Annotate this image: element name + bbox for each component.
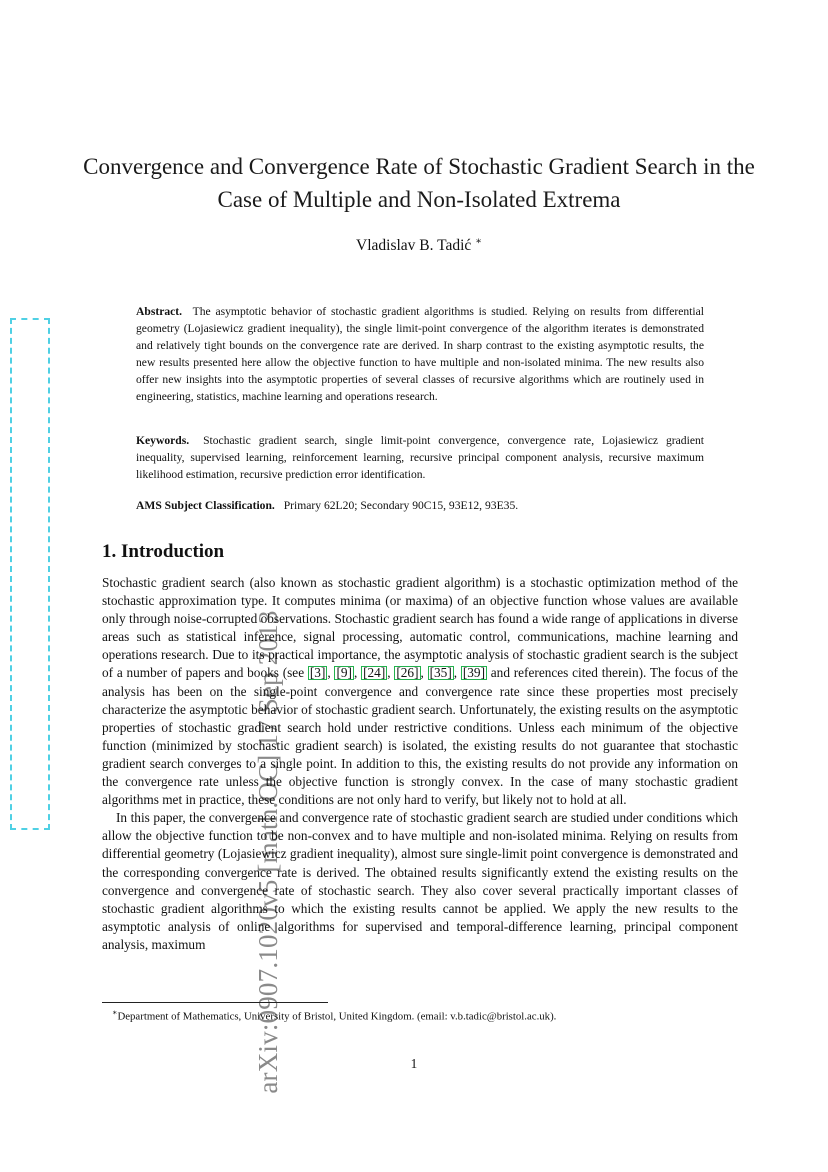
author-line bbox=[70, 232, 768, 256]
ams-classification bbox=[136, 497, 704, 514]
author-name: Vladislav B. Tadić bbox=[356, 237, 472, 255]
abstract bbox=[136, 303, 704, 405]
section-title: Introduction bbox=[121, 541, 225, 562]
footnote bbox=[112, 1006, 556, 1024]
citation-link[interactable]: [9] bbox=[336, 665, 352, 681]
section-number: 1. bbox=[102, 541, 117, 562]
page-number: 1 bbox=[410, 1056, 418, 1071]
footnote-rule bbox=[102, 1002, 328, 1003]
ams-text: Primary 62L20; Secondary 90C15, 93E12, 93E35. bbox=[283, 499, 519, 512]
author-footnote-mark: ∗ bbox=[475, 236, 482, 247]
footnote-mark: ∗ bbox=[112, 1008, 118, 1017]
ams-label: AMS Subject Classification. bbox=[136, 499, 275, 512]
footnote-text: Department of Mathematics, University of Bristol, United Kingdom. (email: v.b.tadic@bristol.ac.uk). bbox=[117, 1010, 557, 1023]
keywords-text: Stochastic gradient search, single limit-point convergence, convergence rate, Lojasiewicz gradient inequality, supervised learning, reinforcement learning, recursive principal component analysis, recursive maximum likelihood estimation, recursive prediction error identification. bbox=[136, 434, 704, 481]
arxiv-identifier: arXiv:0907.1020v5 [math.OC] 17 Sep 2013 bbox=[253, 610, 283, 1094]
abstract-label: Abstract. bbox=[136, 305, 183, 318]
citation-link[interactable]: [39] bbox=[462, 665, 485, 681]
intro-paragraph-2: In this paper, the convergence and convergence rate of stochastic gradient search are studied under conditions which allow the objective function to be non-convex and to have multiple and non-isolated minima. Relying on results from differential geometry (Lojasiewicz gradient inequality), almost sure single-limit point convergence is demonstrated and the corresponding convergence rate is derived. The obtained results significantly extend the existing results on the convergence and convergence rate of stochastic search. They also cover several practically important classes of stochastic gradient algorithms to which the existing results cannot be applied. We apply the new results to the asymptotic analysis of online algorithms for supervised and temporal-difference learning, principal component analysis, maximum bbox=[102, 810, 738, 952]
keywords-label: Keywords. bbox=[136, 434, 190, 447]
keywords bbox=[136, 432, 704, 483]
citation-link[interactable]: [3] bbox=[309, 665, 326, 681]
citation-link[interactable]: [35] bbox=[429, 665, 452, 681]
introduction-body bbox=[102, 574, 738, 954]
intro-paragraph-1: Stochastic gradient search (also known as stochastic gradient algorithm) is a stochastic optimization method of the stochastic approximation type. It computes minima (or maxima) of an objective function whose values are available only through noise-corrupted observations. Stochastic gradient search has found a wide range of applications in diverse areas such as statistical inference, signal processing, automatic control, communications, machine learning and operations research. Due to its practical importance, the asymptotic analysis of stochastic gradient search is the subject of a number of papers and books (see [3] , [9] , [24] , [26] , [35] , [39] and references cited therein). The focus of the analysis has been on the single-point convergence and convergence rate since these properties most precisely characterize the asymptotic behavior of stochastic gradient search. Unfortunately, the existing results on the asymptotic properties of stochastic gradient search hold under restrictive conditions. Unless each minimum of the objective function (minimized by stochastic gradient search) is isolated, the existing results do not guarantee that stochastic gradient search converges to a single point. In addition to this, the existing results do not provide any information on the convergence rate unless the objective function is strongly convex. In the case of many stochastic gradient algorithms met in practice, these conditions are not only hard to verify, but likely not to hold at all. bbox=[102, 575, 738, 808]
intro-p1-part-a: Stochastic gradient search (also known as stochastic gradient algorithm) is a stochastic optimization method of the stochastic approximation type. It computes minima (or maxima) of an objective function whose values are available only through noise-corrupted observations. Stochastic gradient search has found a wide range of applications in diverse areas such as statistical inference, signal processing, automatic control, communications, machine learning and operations research. Due to its practical importance, the asymptotic analysis of stochastic gradient search is the subject of a number of papers and books (see bbox=[102, 575, 738, 681]
abstract-text: The asymptotic behavior of stochastic gradient algorithms is studied. Relying on results from differential geometry (Lojasiewicz gradient inequality), the single limit-point convergence of the algorithm iterates is demonstrated and relatively tight bounds on the convergence rate are derived. In sharp contrast to the existing asymptotic results, the new results presented here allow the objective function to have multiple and non-isolated minima. The new results also offer new insights into the asymptotic properties of several classes of recursive algorithms which are routinely used in engineering, statistics, machine learning and operations research. bbox=[136, 305, 704, 403]
intro-p1-part-b: and references cited therein). The focus of the analysis has been on the single-point convergence and convergence rate since these properties most precisely characterize the asymptotic behavior of stochastic gradient search. Unfortunately, the existing results on the asymptotic properties of stochastic gradient search hold under restrictive conditions. Unless each minimum of the objective function (minimized by stochastic gradient search) is isolated, the existing results do not guarantee that stochastic gradient search converges to a single point. In addition to this, the existing results do not provide any information on the convergence rate unless the objective function is strongly convex. In the case of many stochastic gradient algorithms met in practice, these conditions are not only hard to verify, but likely not to hold at all. bbox=[102, 665, 738, 808]
citation-link[interactable]: [26] bbox=[396, 665, 419, 681]
paper-title: Convergence and Convergence Rate of Stochastic Gradient Search in the Case of Multiple and Non-Isolated Extrema bbox=[83, 154, 755, 212]
citation-link[interactable]: [24] bbox=[363, 665, 386, 681]
section-heading bbox=[102, 539, 224, 565]
